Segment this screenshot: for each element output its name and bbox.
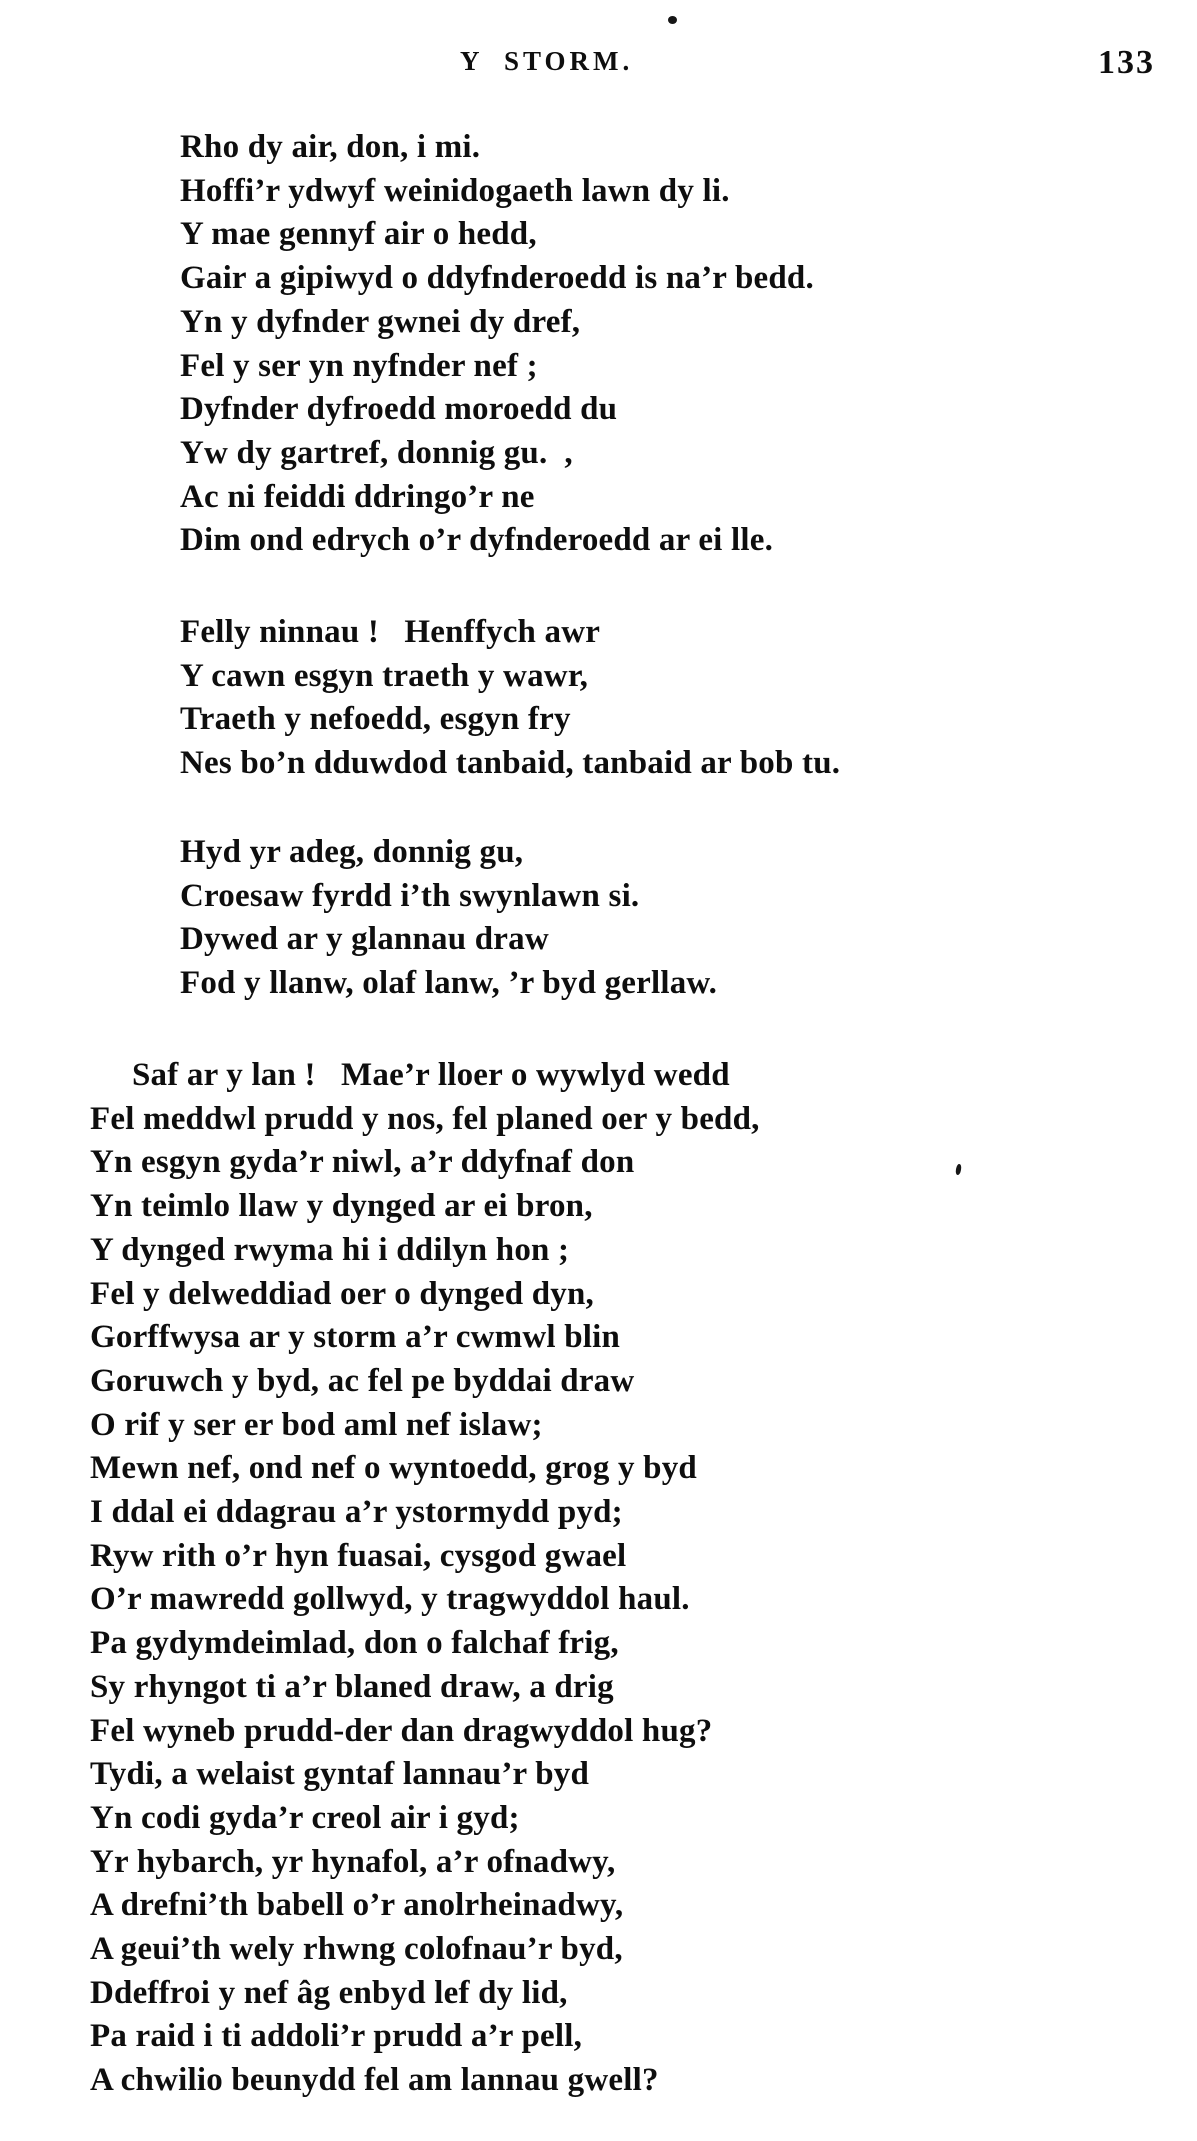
poem-line: Yn codi gyda’r creol air i gyd;: [90, 1799, 520, 1836]
poem-line: Traeth y nefoedd, esgyn fry: [180, 701, 571, 738]
poem-line: Dim ond edrych o’r dyfnderoedd ar ei lle.: [180, 522, 774, 559]
poem-line: Hoffi’r ydwyf weinidogaeth lawn dy li.: [180, 172, 730, 209]
poem-line: Saf ar y lan ! Mae’r lloer o wywlyd wedd: [132, 1057, 730, 1093]
poem-line: Hyd yr adeg, donnig gu,: [180, 834, 524, 870]
stanza-1: [180, 126, 814, 563]
poem-line: Fel meddwl prudd y nos, fel planed oer y bedd,: [90, 1100, 760, 1137]
poem-line: Nes bo’n dduwdod tanbaid, tanbaid ar bob tu.: [180, 745, 841, 782]
poem-line: Croesaw fyrdd i’th swynlawn si.: [180, 877, 640, 914]
poem-line: Yw dy gartref, donnig gu. ,: [180, 434, 573, 471]
poem-line: Goruwch y byd, ac fel pe byddai draw: [90, 1362, 635, 1399]
poem-line: Yn teimlo llaw y dynged ar ei bron,: [90, 1188, 593, 1225]
page-number: 133: [1098, 44, 1155, 81]
stanza-3: [180, 831, 717, 1006]
poem-line: O rif y ser er bod aml nef islaw;: [90, 1406, 543, 1443]
poem-line: Y dynged rwyma hi i ddilyn hon ;: [90, 1231, 570, 1268]
poem-line: Pa raid i ti addoli’r prudd a’r pell,: [90, 2018, 583, 2055]
poem-line: Yn esgyn gyda’r niwl, a’r ddyfnaf don: [90, 1144, 635, 1181]
stanza-4: [90, 1054, 760, 2103]
poem-line: Tydi, a welaist gyntaf lannau’r byd: [90, 1756, 590, 1793]
poem-line: Ac ni feiddi ddringo’r ne: [180, 478, 535, 515]
ink-speck: [955, 1164, 962, 1176]
poem-line: A geui’th wely rhwng colofnau’r byd,: [90, 1931, 623, 1968]
poem-line: Pa gydymdeimlad, don o falchaf frig,: [90, 1625, 619, 1662]
poem-line: I ddal ei ddagrau a’r ystormydd pyd;: [90, 1494, 623, 1531]
running-header-title: Y STORM.: [460, 46, 634, 76]
poem-line: Ryw rith o’r hyn fuasai, cysgod gwael: [90, 1537, 627, 1574]
poem-line: Dyfnder dyfroedd moroedd du: [180, 391, 618, 428]
poem-line: Yn y dyfnder gwnei dy dref,: [180, 303, 581, 340]
poem-line: Ddeffroi y nef âg enbyd lef dy lid,: [90, 1974, 568, 2011]
poem-line: Sy rhyngot ti a’r blaned draw, a drig: [90, 1668, 614, 1705]
poem-line: Mewn nef, ond nef o wyntoedd, grog y byd: [90, 1450, 697, 1487]
poem-line: Y cawn esgyn traeth y wawr,: [180, 657, 589, 694]
poem-line: Fel y delweddiad oer o dynged dyn,: [90, 1275, 595, 1312]
poem-line: Fod y llanw, olaf lanw, ’r byd gerllaw.: [180, 965, 718, 1002]
ink-speck: [668, 16, 677, 24]
poem-line: Y mae gennyf air o hedd,: [180, 216, 537, 253]
poem-line: O’r mawredd gollwyd, y tragwyddol haul.: [90, 1581, 690, 1618]
poem-line: A chwilio beunydd fel am lannau gwell?: [90, 2062, 659, 2099]
poem-line: Gorffwysa ar y storm a’r cwmwl blin: [90, 1319, 621, 1356]
poem-line: Fel wyneb prudd-der dan dragwyddol hug?: [90, 1712, 713, 1749]
poem-line: Felly ninnau ! Henffych awr: [180, 614, 601, 650]
poem-line: Gair a gipiwyd o ddyfnderoedd is na’r bedd.: [180, 260, 814, 297]
poem-line: A drefni’th babell o’r anolrheinadwy,: [90, 1887, 624, 1924]
poem-line: Yr hybarch, yr hynafol, a’r ofnadwy,: [90, 1843, 616, 1880]
poem-line: Rho dy air, don, i mi.: [180, 129, 481, 165]
stanza-2: [180, 611, 840, 786]
poem-line: Fel y ser yn nyfnder nef ;: [180, 347, 538, 384]
poem-line: Dywed ar y glannau draw: [180, 921, 549, 958]
